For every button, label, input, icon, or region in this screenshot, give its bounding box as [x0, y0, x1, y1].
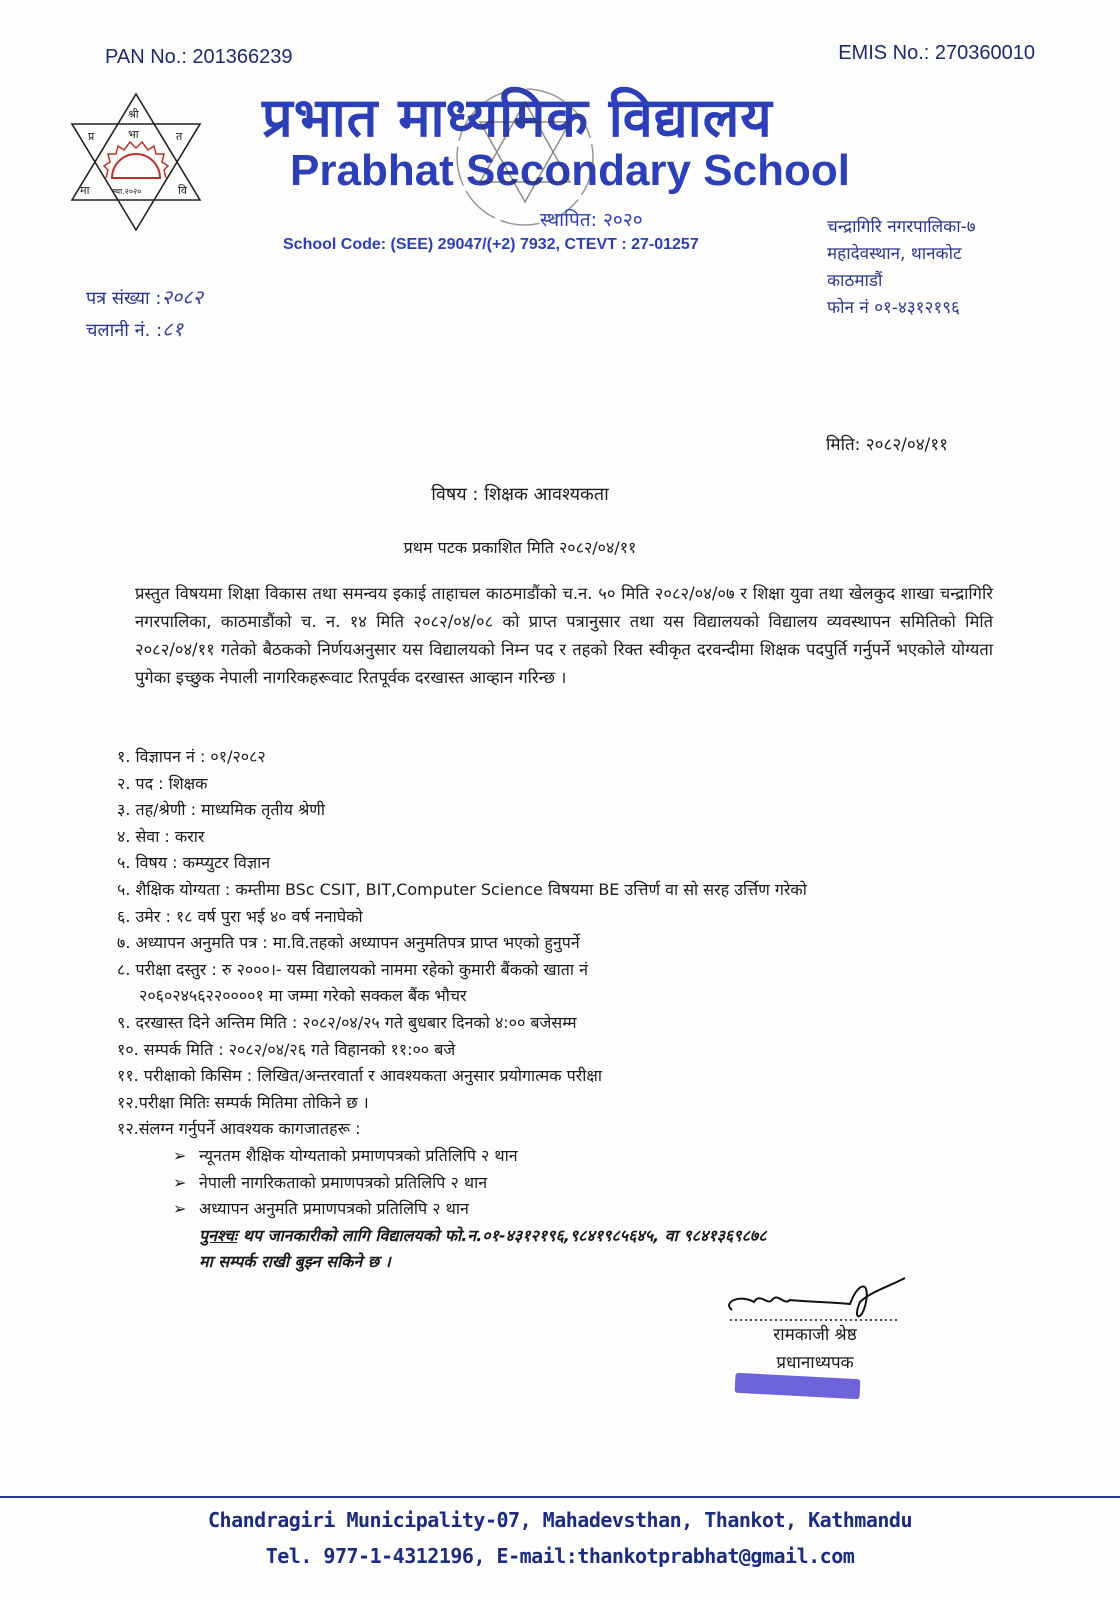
letter-date: मिति: २०८२/०४/११ — [826, 435, 948, 455]
list-item: ७. अध्यापन अनुमति पत्र : मा.वि.तहको अध्यापन अनुमतिपत्र प्राप्त भएको हुनुपर्ने — [117, 933, 580, 953]
postscript — [117, 1223, 997, 1250]
address-line: महादेवस्थान, थानकोट — [827, 244, 962, 264]
list-item-continuation: २०६०२४५६२२००००१ मा जम्मा गरेको सक्कल बैंक भौचर — [139, 986, 467, 1006]
list-item: ८. परीक्षा दस्तुर : रु २०००।- यस विद्यालयको नाममा रहेको कुमारी बैंकको खाता नं — [117, 959, 588, 979]
list-item: ६. उमेर : १८ वर्ष पुरा भई ४० वर्ष ननाघेको — [117, 906, 363, 926]
address-line: काठमाडौं — [827, 271, 883, 291]
list-item: १२.परीक्षा मितिः सम्पर्क मितिमा तोकिने छ । — [117, 1092, 369, 1112]
list-item: ११. परीक्षाको किसिम : लिखित/अन्तरवार्ता र आवश्यकता अनुसार प्रयोगात्मक परीक्षा — [117, 1066, 602, 1086]
list-item: १०. सम्पर्क मिति : २०८२/०४/२६ गते विहानको ११:०० बजे — [117, 1039, 456, 1059]
patra-label: पत्र संख्या : — [86, 288, 162, 309]
document-item — [117, 1196, 997, 1223]
letter-reference — [86, 282, 203, 346]
arrow-bullet-icon: ➢ — [173, 1199, 187, 1219]
signatory-role: प्रधानाध्यपक — [776, 1353, 854, 1373]
published-date: प्रथम पटक प्रकाशित मिति २०८२/०४/११ — [403, 538, 637, 557]
svg-text:स्था.२०२०: स्था.२०२० — [112, 187, 142, 196]
svg-text:मा: मा — [80, 184, 90, 197]
school-address — [827, 214, 976, 322]
document-label: नेपाली नागरिकताको प्रमाणपत्रको प्रतिलिपि २ थान — [199, 1172, 488, 1192]
footer-address: Chandragiri Municipality-07, Mahadevsthan, Thankot, Kathmandu — [207, 1508, 912, 1532]
chalani-label: चलानी नं. : — [86, 320, 163, 341]
school-name-nepali: प्रभात माध्यमिक विद्यालय — [262, 86, 773, 149]
school-logo-icon — [68, 92, 204, 232]
address-phone: फोन नं ०१-४३१२१९६ — [827, 298, 960, 318]
letter-subject: विषय : शिक्षक आवश्यकता — [431, 484, 609, 505]
arrow-bullet-icon: ➢ — [173, 1145, 187, 1165]
svg-text:प्र: प्र — [88, 130, 95, 143]
document-item — [117, 1143, 997, 1170]
svg-text:त: त — [176, 130, 183, 143]
document-label: न्यूनतम शैक्षिक योग्यताको प्रमाणपत्रको प्रतिलिपि २ थान — [199, 1145, 518, 1165]
document-item — [117, 1170, 997, 1197]
arrow-bullet-icon: ➢ — [173, 1172, 187, 1192]
list-item: ४. सेवा : करार — [117, 826, 205, 846]
list-item: ५. विषय : कम्प्युटर विज्ञान — [117, 853, 271, 873]
requirements-list — [117, 744, 997, 1276]
postscript-text: थप जानकारीको लागि विद्यालयको फो.न.०१-४३१२१९६,९८४१९८५६४५, वा ९८४१३६९८७८ — [237, 1225, 767, 1245]
list-item: ३. तह/श्रेणी : माध्यमिक तृतीय श्रेणी — [117, 800, 325, 820]
document-label: अध्यापन अनुमति प्रमाणपत्रको प्रतिलिपि २ थान — [199, 1199, 469, 1219]
address-line: चन्द्रागिरि नगरपालिका-७ — [827, 217, 976, 237]
postscript-continuation: मा सम्पर्क राखी बुझ्न सकिने छ । — [199, 1252, 391, 1272]
signatory-name: रामकाजी श्रेष्ठ — [773, 1325, 857, 1345]
established-year: स्थापित: २०२० — [540, 209, 643, 231]
school-name-english: Prabhat Secondary School — [290, 146, 850, 195]
list-item: २. पद : शिक्षक — [117, 773, 208, 793]
svg-text:श्री: श्री — [128, 108, 139, 121]
list-item: ९. दरखास्त दिने अन्तिम मिति : २०८२/०४/२५ गते बुधबार दिनको ४:०० बजेसम्म — [117, 1012, 577, 1032]
footer-divider — [0, 1496, 1120, 1498]
school-code: School Code: (SEE) 29047/(+2) 7932, CTEVT : 27-01257 — [283, 236, 699, 253]
pan-number: PAN No.: 201366239 — [105, 46, 293, 68]
patra-value: २०८२ — [161, 285, 204, 309]
postscript-label: पुनश्चः — [199, 1225, 238, 1245]
emis-number: EMIS No.: 270360010 — [838, 42, 1035, 64]
official-stamp-icon — [735, 1373, 861, 1400]
chalani-value: ८१ — [162, 317, 183, 341]
svg-text:भा: भा — [128, 128, 139, 141]
list-item: १२.संलग्न गर्नुपर्ने आवश्यक कागजातहरू : — [117, 1119, 361, 1139]
list-item: १. विज्ञापन नं : ०१/२०८२ — [117, 747, 266, 766]
body-paragraph: प्रस्तुत विषयमा शिक्षा विकास तथा समन्वय इकाई ताहाचल काठमाडौंको च.न. ५० मिति २०८२/०४/०७ र शिक्षा युवा तथा खेलकुद शाखा चन्द्रागिरि नगरपालिका, काठमाडौंको च. न. १४ मिति २०८२/०४/०८ को प्राप्त पत्रानुसार तथा यस विद्यालयको विद्यालय व्यवस्थापन समितिको मिति २०८२/०४/११ गतेको बैठकको निर्णयअनुसार यस विद्यालयको निम्न पद र तहको रिक्त स्वीकृत दरवन्दीमा शिक्षक पदपुर्ति गर्नुपर्ने भएकोले योग्यता पुगेका इच्छुक नेपाली नागरिकहरूवाट रितपूर्वक दरखास्त आव्हान गरिन्छ । — [135, 584, 993, 687]
svg-text:वि: वि — [178, 184, 187, 197]
list-item: ५. शैक्षिक योग्यता : कम्तीमा BSc CSIT, BIT,Computer Science विषयमा BE उत्तिर्ण वा सो सरह उर्त्तिण गरेको — [117, 879, 807, 899]
footer-contact: Tel. 977-1-4312196, E-mail:thankotprabhat@gmail.com — [265, 1544, 855, 1568]
